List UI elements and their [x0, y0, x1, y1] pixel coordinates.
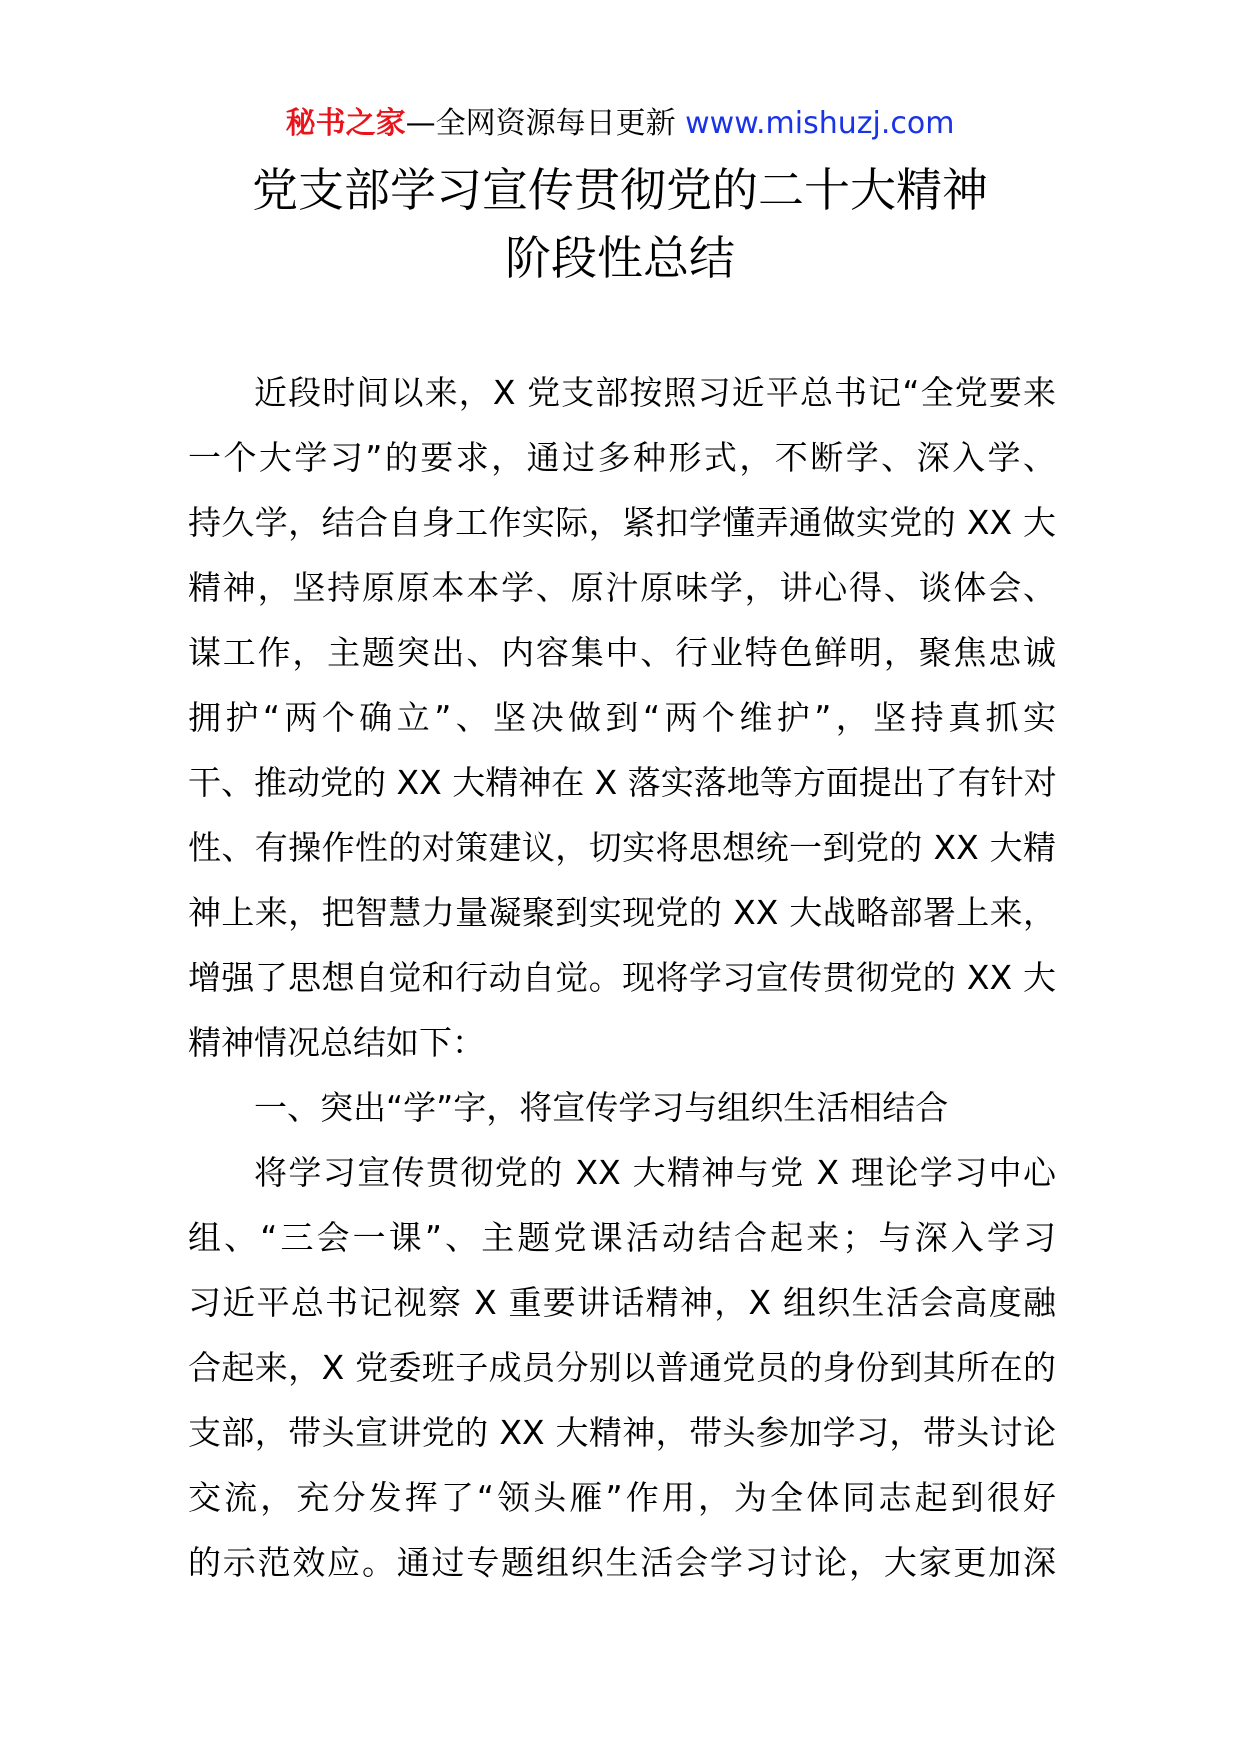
- text-line: 近段时间以来，X 党支部按照习近平总书记“全党要来: [254, 373, 1056, 412]
- text-line: 的示范效应。通过专题组织生活会学习讨论，大家更加深: [188, 1543, 1056, 1582]
- text-line: 一个大学习”的要求，通过多种形式，不断学、深入学、: [188, 438, 1056, 477]
- site-url-link[interactable]: www.mishuzj.com: [685, 106, 955, 141]
- brand-name: 秘书之家: [285, 106, 406, 141]
- text-line: 谋工作，主题突出、内容集中、行业特色鲜明，聚焦忠诚: [188, 633, 1056, 672]
- text-line: 神上来，把智慧力量凝聚到实现党的 XX 大战略部署上来，: [188, 893, 1056, 932]
- text-line: 交流，充分发挥了“领头雁”作用，为全体同志起到很好: [188, 1478, 1056, 1517]
- text-line: 精神情况总结如下：: [188, 1023, 485, 1062]
- text-line: 性、有操作性的对策建议，切实将思想统一到党的 XX 大精: [188, 828, 1056, 867]
- text-line: 支部，带头宣讲党的 XX 大精神，带头参加学习，带头讨论: [188, 1413, 1056, 1452]
- text-line: 增强了思想自觉和行动自觉。现将学习宣传贯彻党的 XX 大: [188, 958, 1056, 997]
- paragraph-section-1: [188, 1140, 1056, 1595]
- document-title-line-2: 阶段性总结: [505, 231, 735, 285]
- paragraph-intro: [188, 360, 1056, 1075]
- text-line: 合起来，X 党委班子成员分别以普通党员的身份到其所在的: [188, 1348, 1056, 1387]
- site-header: [0, 102, 1240, 146]
- text-line: 持久学，结合自身工作实际，紧扣学懂弄通做实党的 XX 大: [188, 503, 1056, 542]
- header-tagline: —全网资源每日更新: [405, 106, 676, 141]
- text-line: 组、“三会一课”、主题党课活动结合起来；与深入学习: [188, 1218, 1056, 1257]
- text-line: 将学习宣传贯彻党的 XX 大精神与党 X 理论学习中心: [254, 1153, 1056, 1192]
- text-line: 干、推动党的 XX 大精神在 X 落实落地等方面提出了有针对: [188, 763, 1057, 802]
- section-heading: 一、突出“学”字，将宣传学习与组织生活相结合: [254, 1088, 949, 1127]
- text-line: 拥护“两个确立”、坚决做到“两个维护”，坚持真抓实: [188, 698, 1056, 737]
- text-line: 精神，坚持原原本本学、原汁原味学，讲心得、谈体会、: [188, 568, 1056, 607]
- text-line: 习近平总书记视察 X 重要讲话精神，X 组织生活会高度融: [188, 1283, 1056, 1322]
- document-body: [188, 360, 1056, 1595]
- document-title-line-1: 党支部学习宣传贯彻党的二十大精神: [252, 163, 988, 217]
